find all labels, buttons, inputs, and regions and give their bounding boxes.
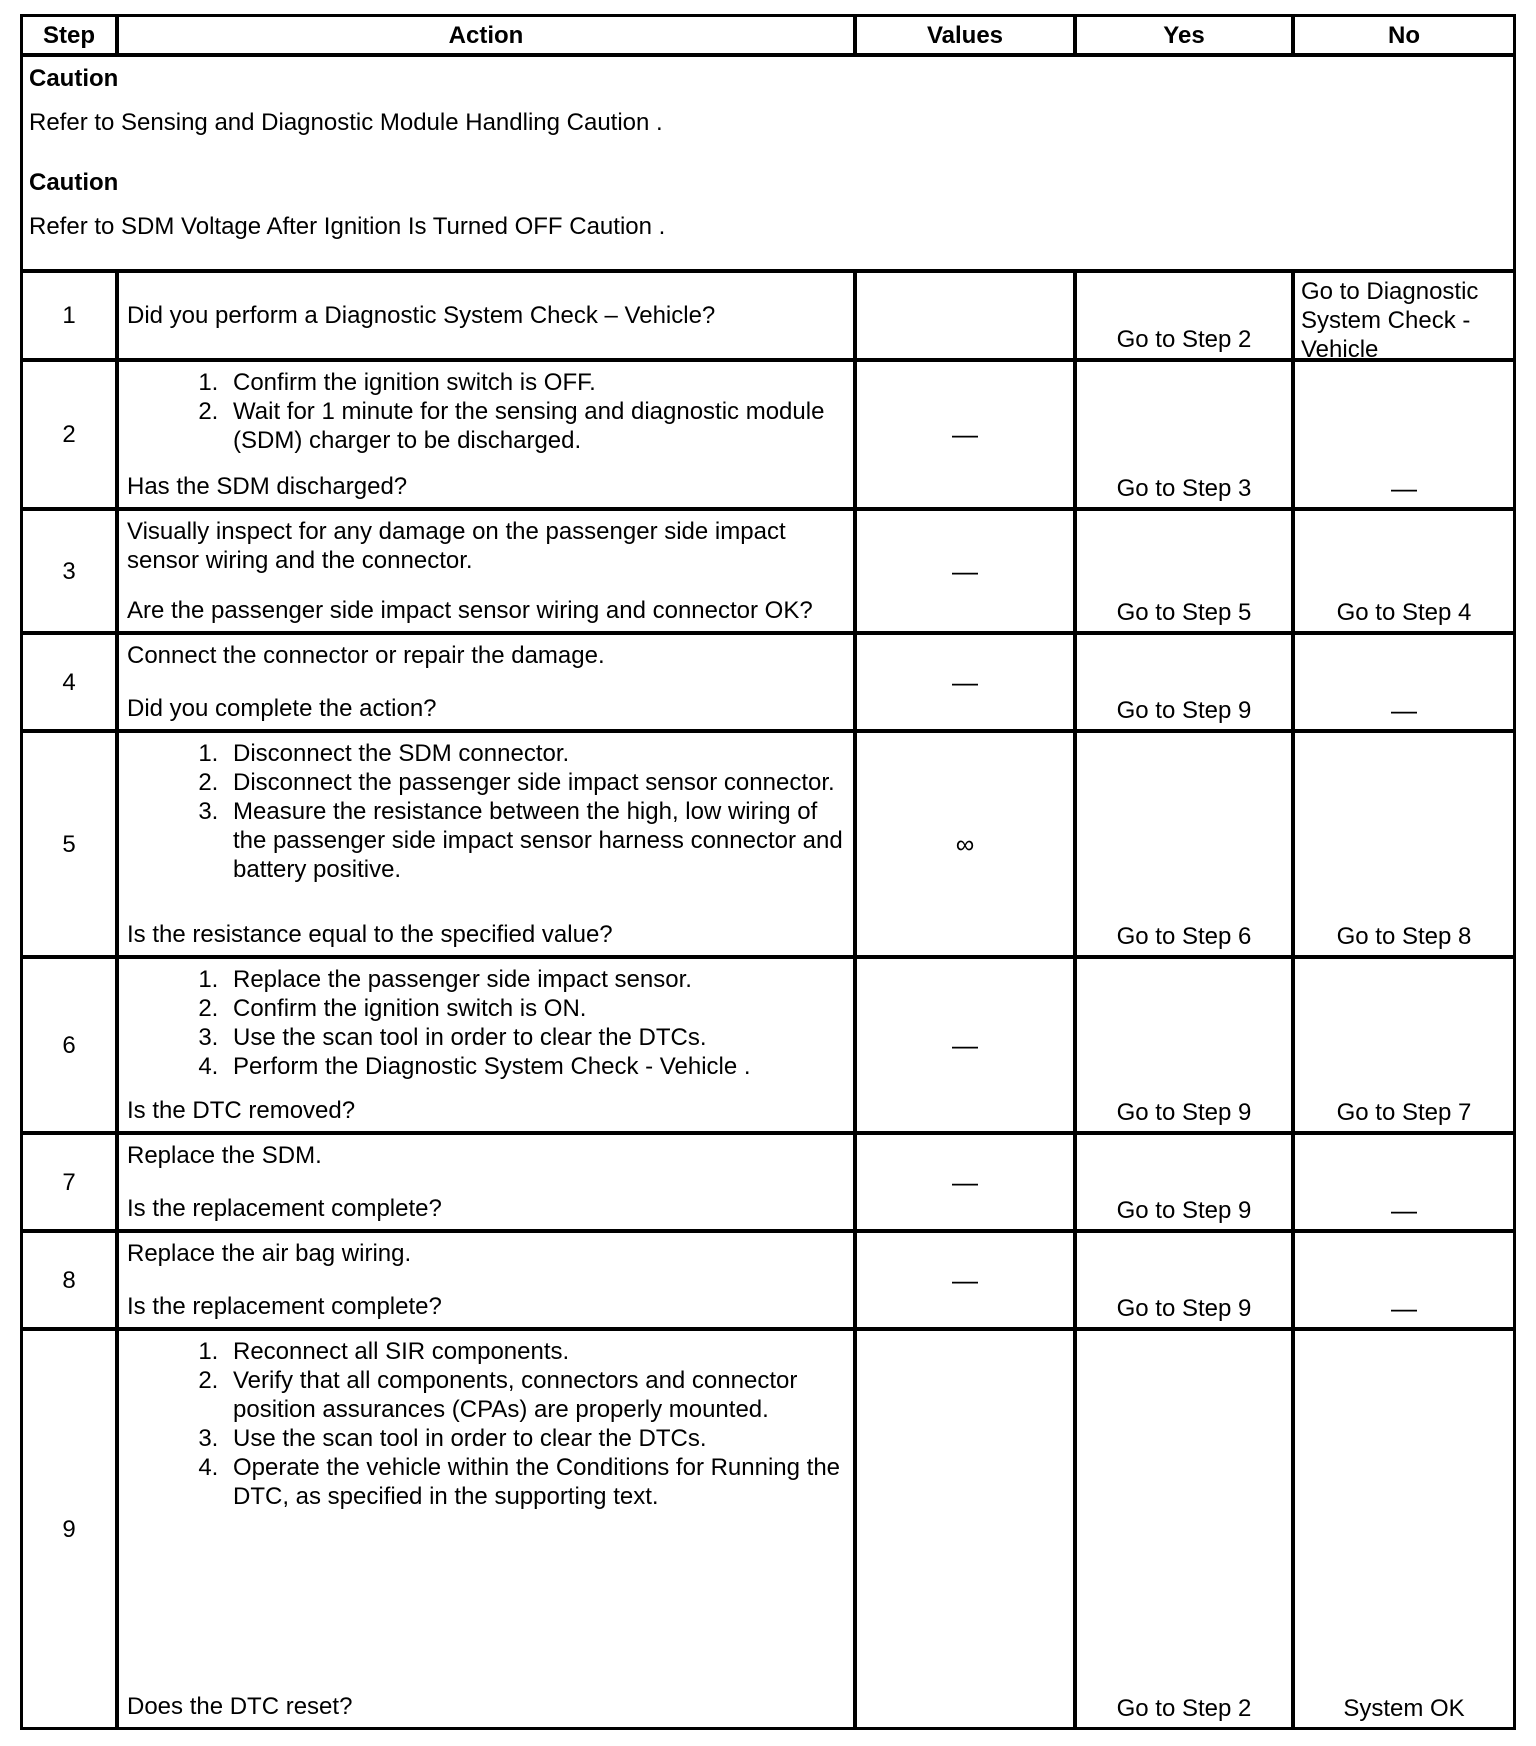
action-step-item: 1. Replace the passenger side impact sensor. <box>225 965 845 994</box>
caution-text: Refer to Sensing and Diagnostic Module Handling Caution . <box>29 109 663 136</box>
step-yes: Go to Step 9 <box>1077 1233 1295 1327</box>
action-steps-list <box>127 739 845 884</box>
caution-text: Refer to SDM Voltage After Ignition Is Turned OFF Caution . <box>29 213 666 240</box>
table-row <box>23 1327 1513 1727</box>
step-number: 1 <box>23 273 119 358</box>
action-step-item: 3. Use the scan tool in order to clear the DTCs. <box>225 1424 845 1453</box>
header-values: Values <box>857 17 1077 53</box>
action-text: Visually inspect for any damage on the passenger side impact sensor wiring and the connector. <box>127 518 786 574</box>
step-action <box>119 511 857 631</box>
step-action <box>119 1331 857 1727</box>
caution-section <box>23 53 1513 269</box>
caution-title: Caution <box>29 169 119 196</box>
step-action <box>119 1135 857 1229</box>
action-question: Has the SDM discharged? <box>127 473 408 500</box>
step-yes: Go to Step 2 <box>1077 273 1295 358</box>
step-number: 8 <box>23 1233 119 1327</box>
action-step-item: 1. Disconnect the SDM connector. <box>225 739 845 768</box>
step-no: System OK <box>1343 1695 1465 1722</box>
step-no: Go to Diagnostic System Check - Vehicle <box>1301 278 1479 363</box>
step-value <box>857 1331 1077 1727</box>
table-header-row <box>23 17 1513 53</box>
action-question: Did you complete the action? <box>127 695 437 722</box>
step-action <box>119 273 857 358</box>
step-number: 9 <box>23 1331 119 1727</box>
header-step: Step <box>23 17 119 53</box>
step-no: — <box>1391 695 1417 725</box>
step-value: — <box>857 511 1077 631</box>
step-action <box>119 362 857 507</box>
step-value: — <box>857 1135 1077 1229</box>
table-row <box>23 269 1513 363</box>
step-no: — <box>1391 1195 1417 1225</box>
step-no: — <box>1391 473 1417 503</box>
action-question: Is the resistance equal to the specified value? <box>127 921 613 948</box>
action-steps-list <box>127 965 845 1081</box>
header-yes: Yes <box>1077 17 1295 53</box>
step-no: Go to Step 8 <box>1336 923 1472 950</box>
action-steps-list <box>127 1337 845 1511</box>
action-text: Replace the SDM. <box>127 1142 322 1169</box>
step-number: 6 <box>23 959 119 1131</box>
header-action: Action <box>119 17 857 53</box>
step-number: 3 <box>23 511 119 631</box>
step-value <box>857 273 1077 358</box>
table-row <box>23 955 1513 1131</box>
step-value: — <box>857 362 1077 507</box>
action-text: Replace the air bag wiring. <box>127 1240 412 1267</box>
header-no: No <box>1388 21 1420 49</box>
action-step-item: 2. Confirm the ignition switch is ON. <box>225 994 845 1023</box>
step-action <box>119 733 857 955</box>
action-question: Are the passenger side impact sensor wiring and connector OK? <box>127 597 813 624</box>
action-step-item: 3. Use the scan tool in order to clear the DTCs. <box>225 1023 845 1052</box>
action-step-item: 2. Verify that all components, connectors and connector position assurances (CPAs) are properly mounted. <box>225 1366 845 1424</box>
action-step-item: 3. Measure the resistance between the high, low wiring of the passenger side impact sensor harness connector and battery positive. <box>225 797 845 884</box>
step-number: 7 <box>23 1135 119 1229</box>
action-text: Did you perform a Diagnostic System Check – Vehicle? <box>127 302 716 329</box>
action-steps-list <box>127 368 845 455</box>
step-value: — <box>857 959 1077 1131</box>
step-value: — <box>857 635 1077 729</box>
action-question: Does the DTC reset? <box>127 1693 353 1720</box>
action-step-item: 4. Operate the vehicle within the Conditions for Running the DTC, as specified in the supporting text. <box>225 1453 845 1511</box>
table-row <box>23 1131 1513 1229</box>
step-value: — <box>857 1233 1077 1327</box>
action-step-item: 1. Confirm the ignition switch is OFF. <box>225 368 845 397</box>
action-question: Is the DTC removed? <box>127 1097 356 1124</box>
step-number: 4 <box>23 635 119 729</box>
action-text: Connect the connector or repair the damage. <box>127 642 605 669</box>
table-row <box>23 631 1513 729</box>
step-yes: Go to Step 3 <box>1077 362 1295 507</box>
action-step-item: 1. Reconnect all SIR components. <box>225 1337 845 1366</box>
caution-title: Caution <box>29 65 119 92</box>
action-step-item: 2. Wait for 1 minute for the sensing and diagnostic module (SDM) charger to be discharged. <box>225 397 845 455</box>
step-yes: Go to Step 6 <box>1077 733 1295 955</box>
step-no: — <box>1391 1293 1417 1323</box>
action-step-item: 2. Disconnect the passenger side impact sensor connector. <box>225 768 845 797</box>
step-yes: Go to Step 2 <box>1077 1331 1295 1727</box>
step-yes: Go to Step 9 <box>1077 959 1295 1131</box>
step-number: 5 <box>23 733 119 955</box>
table-row <box>23 507 1513 631</box>
step-no: Go to Step 4 <box>1336 599 1472 626</box>
step-action <box>119 1233 857 1327</box>
step-value: ∞ <box>857 733 1077 955</box>
step-action <box>119 959 857 1131</box>
step-yes: Go to Step 5 <box>1077 511 1295 631</box>
table-row <box>23 1229 1513 1327</box>
step-yes: Go to Step 9 <box>1077 635 1295 729</box>
step-no: Go to Step 7 <box>1336 1099 1472 1126</box>
table-row <box>23 729 1513 955</box>
step-number: 2 <box>23 362 119 507</box>
action-step-item: 4. Perform the Diagnostic System Check - Vehicle . <box>225 1052 845 1081</box>
step-action <box>119 635 857 729</box>
step-yes: Go to Step 9 <box>1077 1135 1295 1229</box>
table-row <box>23 358 1513 507</box>
diagnostic-table <box>20 14 1516 1730</box>
action-question: Is the replacement complete? <box>127 1293 442 1320</box>
action-question: Is the replacement complete? <box>127 1195 442 1222</box>
